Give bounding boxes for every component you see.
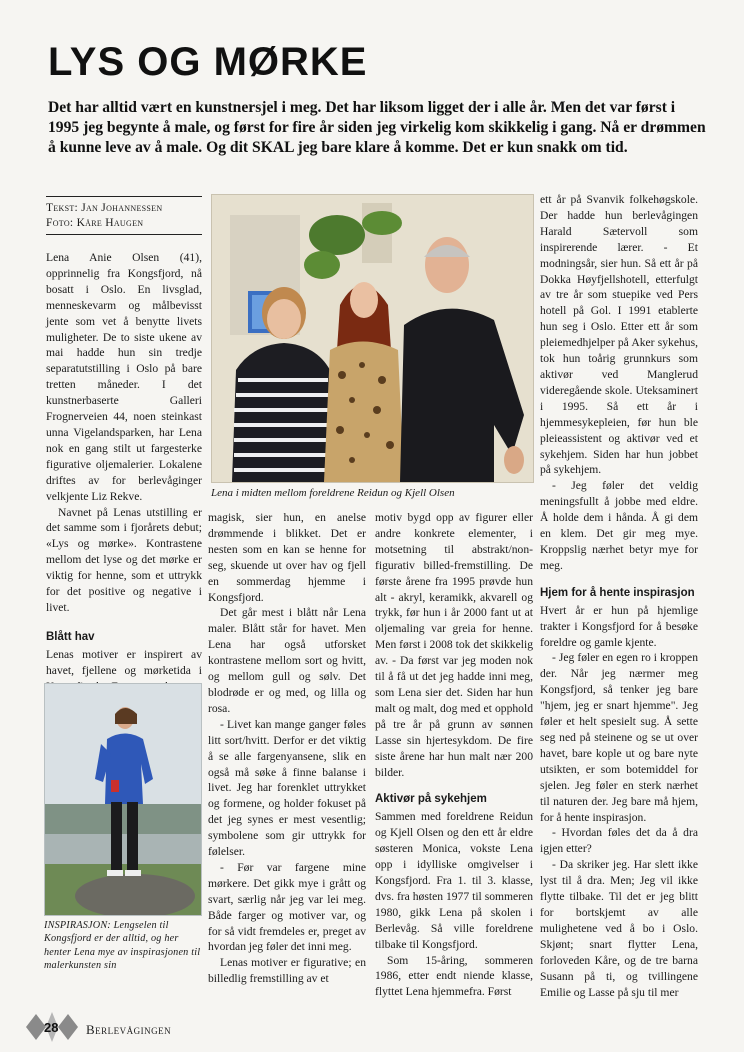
byline-text: Tekst: Jan Johannessen (46, 202, 163, 214)
paragraph: Hvert år er hun på hjemlige trakter i Kongsfjord for å besøke foreldre og gamle kjente. (540, 603, 698, 649)
subheading: Hjem for å hente inspirasjon (540, 586, 695, 599)
family-photo-image (212, 195, 533, 482)
paragraph: ett år på Svanvik folkehøgskole. Der hadde hun berlevågingen Harald Sætervoll som inspirerende lærer. - Et modningsår, sier hun. Så ett år på Dokka Høyfjellshotell, etterfulgt av tre år som stuepike ved Pers hotell på Gol. I 1991 etablerte hun seg i Oslo. Etter ett år som pleiemedhjelper på Aker sykehus, tok hun toårig grunnkurs som aktivør ved Manglerud videregående skole. Uteksaminert i 1995. Så ett år i hjemmesykepleien, før hun ble pleieassistent og aktivør ved et sykehjem. Siden har hun jobbet på sykehjem. (540, 193, 698, 477)
magazine-name: Berlevågingen (86, 1022, 172, 1037)
byline-photo: Foto: Kåre Haugen (46, 217, 144, 229)
photo-caption: Lena i midten mellom foreldrene Reidun og Kjell Olsen (211, 487, 455, 499)
portrait-caption: INSPIRASJON: Lengselen til Kongsfjord er der alltid, og her henter Lena mye av inspirasjonen til malerkunsten sin (44, 920, 201, 972)
paragraph: Som 15-åring, sommeren 1986, etter endt niende klasse, flyttet Lena hjemmefra. Først (375, 953, 533, 999)
column-4 (540, 192, 698, 1000)
paragraph: magisk, sier hun, en anelse drømmende i blikket. Det er nesten som en kan se henne for seg, skuende ut over hav og fjell en sommerdag hjemme i Kongsfjord. (208, 511, 366, 604)
article-lead: Det har alltid vært en kunstnersjel i meg. Det har liksom ligget der i alle år. Men det var først i 1995 jeg begynte å male, og først for fire år siden jeg virkelig kom skikkelig i gang. Nå er drømmen å kunne leve av å male. Og dit SKAL jeg bare klare å komme. Det er kun snakk om tid. (48, 99, 706, 156)
paragraph: - Jeg føler det veldig meningsfullt å jobbe med eldre. Å holde dem i hånda. Å gi dem en klem. Det gir meg mye. Kroppslig nærhet betyr mye for meg. (540, 479, 698, 572)
paragraph: motiv bygd opp av figurer eller andre konkrete elementer, i motsetning til abstrakt/non-figurativ billed-fremstilling. De første årene fra 1995 prøvde hun alt - akryl, keramikk, akvarell og trykk, før hun i år 2000 fant ut at oljemaling var greia for henne. Men først i 2008 tok det skikkelig av. - Da først var jeg moden nok til å få ut det jeg hadde inni meg, som Lena sier det. Siden har hun malt og malt, dog med et opphold på tre år på grunn av sønnen Lasse sin hjertesykdom. De fire siste årene har hun malt nær 200 bilder. (375, 511, 533, 779)
portrait-photo-image (45, 684, 201, 915)
paragraph: - Før var fargene mine mørkere. Det gikk mye i grått og svart, særlig når jeg var lei meg. Både farger og motiver var, og for så vidt fremdeles er, preget av hvordan jeg føler det inni meg. (208, 860, 366, 954)
page-number: 28 (44, 1020, 59, 1035)
subheading: Aktivør på sykehjem (375, 793, 487, 806)
column-3 (375, 510, 533, 1000)
portrait-photo (44, 683, 202, 916)
paragraph: Det går mest i blått når Lena maler. Blått står for havet. Men Lena har også utforsket kontrastene mellom sort og hvitt, og mellom gull og sølv. Det blodrøde er og med, og lilla og rosa. (208, 606, 366, 715)
paragraph: Lenas motiver er inspirert av havet, fjellene og mørketida i (46, 647, 202, 677)
article-title: LYS OG MØRKE (48, 40, 368, 84)
byline (46, 196, 202, 235)
paragraph: Lenas motiver er figurative; en billedlig fremstilling av et (208, 956, 366, 986)
paragraph: Sammen med foreldrene Reidun og Kjell Olsen og den ett år eldre søsteren Monica, vokste Lena opp i idylliske omgivelser i Kongsfjord. Fra 1. til 3. klasse, dvs. fra høsten 1977 til sommeren 1980, gikk Lena på skolen i Berlevåg. Så ville foreldrene tilbake til Kongsfjord. (375, 810, 533, 951)
paragraph: Navnet på Lenas utstilling er det samme som i fjorårets debut; «Lys og mørke». Kontrastene mellom det lyse og det mørke er viktig for henne, som et uttrykk for det positive og negative i livet. (46, 505, 202, 614)
paragraph: - Hvordan føles det da å dra igjen etter? (540, 826, 698, 856)
subheading: Blått hav (46, 630, 95, 643)
column-1 (46, 250, 202, 695)
paragraph: - Jeg føler en egen ro i kroppen der. Når jeg nærmer meg Kongsfjord, så tenker jeg bare "hjem, jeg er snart hjemme". Jeg føler et helt spesielt sug. Å sette seg ned på steinene og se ut over havet, bare kople ut og bare nyte utsikten, er som botemiddel for sjelen. Jeg føler en sterk nærhet til naturen der. Jeg bare må hjem, for å hente inspirasjon. (540, 651, 698, 824)
family-photo (211, 194, 534, 483)
paragraph: - Da skriker jeg. Har slett ikke lyst til å dra. Men; Jeg vil ikke flytte tilbake. Til det er jeg blitt for bortskjemt av alle mulighetene ved å bo i Oslo. Skjønt; snart flytter Lena, forloveden Kåre, og de tre barna Susann på ti, og tvillingene Emilie og Lasse på sju til mer (540, 858, 698, 999)
paragraph: - Livet kan mange ganger føles litt sort/hvitt. Derfor er det viktig å se alle fargenyansene, slik en også må søke å finne balanse i livet. Jeg har forenklet uttrykket og formene, og holder fokuset på det jeg synes er mest vesentlig; symbolene som gir uttrykk for følelser. (208, 717, 366, 859)
column-2 (208, 510, 366, 987)
paragraph: Lena Anie Olsen (41), opprinnelig fra Kongsfjord, nå bosatt i Oslo. En livsglad, menneskevarm og målbevisst jente som vet å benytte livets muligheter. De to siste ukene av mai hadde hun sin tredje separatutstilling i Oslo på bare tretten måneder. I det kunstnerbaserte Galleri Frognerveien 44, noen steinkast unna Vigelandsparken, har Lena nok en gang stilt ut fargesterke figurative oljemalerier. Lokalene driftes av for berlevåginger velkjente Liz Rekve. (46, 251, 202, 503)
